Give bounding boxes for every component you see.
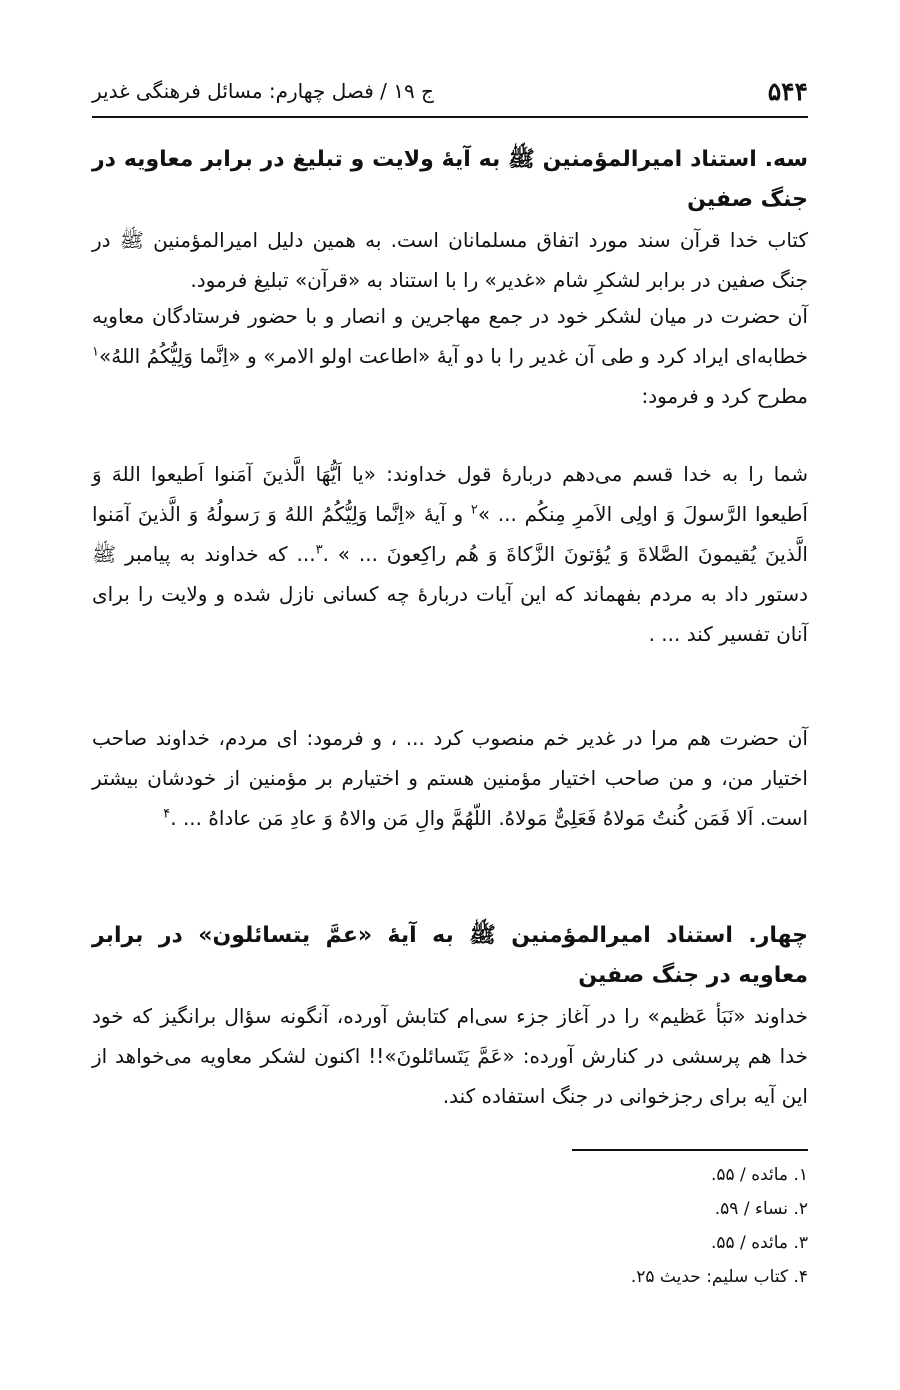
section-3-heading: سه. استناد امیرالمؤمنین ﷺ به آیهٔ ولایت و تبلیغ در برابر معاویه در جنگ صفین	[92, 147, 808, 212]
section-3-paragraph-1: کتاب خدا قرآن سند مورد اتفاق مسلمانان است. به همین دلیل امیرالمؤمنین ﷺ در جنگ صفین در برابر لشکرِ شام «غدیر» را با استناد به «قرآن» تبلیغ فرمود.	[92, 228, 808, 292]
paragraph-3-part-b: و آیهٔ «اِنَّما وَلِیُّکُمُ اللهُ وَ رَسولُهُ وَ الَّذینَ آمَنوا الَّذینَ یُقیمونَ الصَّلاةَ وَ یُؤتونَ الزَّکاةَ وَ هُم راکِعونَ ... » .	[92, 502, 808, 566]
footnotes	[408, 1158, 808, 1294]
section-4	[92, 916, 808, 1116]
footnote-1: ۱. مائده / ۵۵.	[710, 1165, 808, 1185]
paragraph-3-part-c: ... که خداوند به پیامبر ﷺ دستور داد به مردم بفهماند که این آیات دربارهٔ چه کسانی نازل شده و ولایت را برای آنان تفسیر کند ... .	[92, 542, 808, 646]
section-4-heading: چهار. استناد امیرالمؤمنین ﷺ به آیهٔ «عمَّ یتسائلون» در برابر معاویه در جنگ صفین	[92, 923, 808, 988]
section-3	[92, 140, 808, 300]
footnote-rule	[572, 1149, 808, 1151]
footnote-3: ۳. مائده / ۵۵.	[710, 1233, 808, 1253]
section-4-paragraph-1: خداوند «نَبَأ عَظیم» را در آغاز جزء سی‌ام کتابش آورده، آنگونه سؤال برانگیز که خود خدا هم پرسشی در کنارش آورده: «عَمَّ یَتَسائلونَ»!! اکنون لشکر معاویه می‌خواهد از این آیه برای رجزخوانی در جنگ استفاده کند.	[92, 1004, 808, 1108]
section-3-paragraph-2	[92, 296, 808, 416]
running-title: ج ۱۹ / فصل چهارم: مسائل فرهنگی غدیر	[92, 79, 434, 103]
header-rule	[92, 116, 808, 118]
paragraph-3-part-a: شما را به خدا قسم می‌دهم دربارهٔ قول خداوند: «یا اَیُّهَا الَّذینَ آمَنوا اَطیعوا اللهَ وَ اَطیعوا الرَّسولَ وَ اولِی الاَمرِ مِنکُم ... »	[92, 462, 808, 526]
paragraph-2-ending: مطرح کرد و فرمود:	[641, 384, 808, 408]
paragraph-2-text: آن حضرت در میان لشکر خود در جمع مهاجرین و انصار و با حضور فرستادگان معاویه خطابه‌ای ایراد کرد و طی آن غدیر را با دو آیهٔ «اطاعت اولو الامر» و «اِنَّما وَلِیُّکُمُ اللهُ»	[92, 304, 808, 368]
page-header	[92, 68, 808, 114]
page-number: ۵۴۴	[767, 76, 808, 106]
footnote-4: ۴. کتاب سلیم: حدیث ۲۵.	[630, 1267, 808, 1287]
paragraph-4-text: آن حضرت هم مرا در غدیر خم منصوب کرد ... ، و فرمود: ای مردم، خداوند صاحب اختیار من، و من صاحب اختیار مؤمنین هستم و اختیارم بر مؤمنین از خودشان بیشتر است. اَلا فَمَن کُنتُ مَولاهُ فَعَلِیٌّ مَولاهُ. اللّهُمَّ والِ مَن والاهُ وَ عادِ مَن عاداهُ ... .	[92, 726, 808, 830]
section-3-paragraph-4	[92, 718, 808, 838]
footnote-2: ۲. نساء / ۵۹.	[714, 1199, 808, 1219]
footnote-ref-4: ۴	[163, 806, 171, 822]
section-3-paragraph-3	[92, 454, 808, 654]
footnote-ref-3: ۳	[315, 542, 323, 558]
footnote-ref-1: ۱	[92, 344, 99, 360]
footnote-ref-2: ۲	[470, 502, 478, 518]
